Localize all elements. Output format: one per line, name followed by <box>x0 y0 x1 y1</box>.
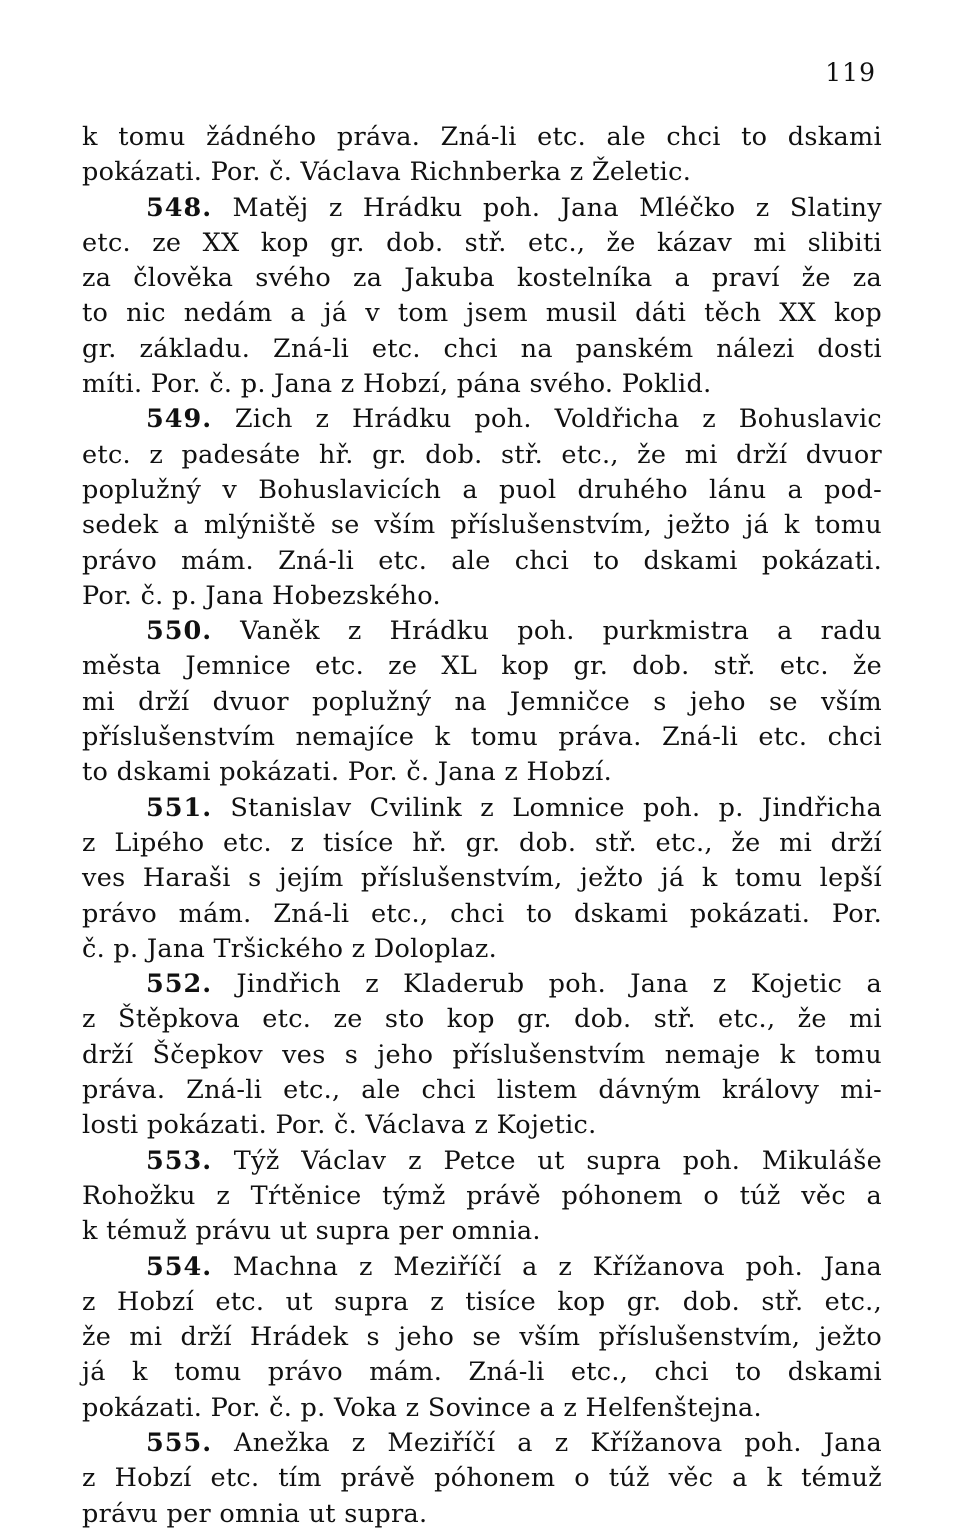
text-line <box>82 261 882 296</box>
line-text: Týž Václav z Petce ut supra poh. Mikuláše <box>212 1145 882 1176</box>
line-text: právo mám. Zná-li etc., chci to dskami pokázati. Por. <box>82 898 882 929</box>
line-text: Rohožku z Tŕtěnice týmž právě póhonem o túž věc a <box>82 1180 882 1211</box>
text-line <box>82 1179 882 1214</box>
text-line <box>82 367 882 402</box>
text-line <box>82 720 882 755</box>
line-text: gr. základu. Zná-li etc. chci na panském nálezi dosti <box>82 333 882 364</box>
line-text: Jindřich z Kladerub poh. Jana z Kojetic a <box>212 969 882 1000</box>
line-text: ves Haraši s jejím příslušenstvím, ježto já k tomu lepší <box>82 863 882 894</box>
line-text: Vaněk z Hrádku poh. purkmistra a radu <box>212 616 882 647</box>
entry-number: 548. <box>146 192 213 223</box>
line-text: města Jemnice etc. ze XL kop gr. dob. stř. etc. že <box>82 651 882 682</box>
line-text: příslušenstvím nemajíce k tomu práva. Zná-li etc. chci <box>82 722 882 753</box>
text-line <box>82 1355 882 1390</box>
text-line <box>82 1002 882 1037</box>
text-line <box>82 1461 882 1496</box>
entry-start-line <box>82 1426 882 1461</box>
text-line <box>82 544 882 579</box>
line-text: z Hobzí etc. ut supra z tisíce kop gr. dob. stř. etc., <box>82 1286 882 1317</box>
text-line <box>82 649 882 684</box>
line-text: že mi drží Hrádek s jeho se vším příslušenstvím, ježto <box>82 1322 882 1353</box>
line-text: právo mám. Zná-li etc. ale chci to dskami pokázati. <box>82 545 882 576</box>
line-text: Zich z Hrádku poh. Voldřicha z Bohuslavic <box>212 404 882 435</box>
entry-number: 555. <box>146 1427 213 1458</box>
entry-number: 550. <box>146 616 213 647</box>
page-number: 119 <box>825 58 876 87</box>
text-line <box>82 1108 882 1143</box>
text-line <box>82 579 882 614</box>
text-line <box>82 826 882 861</box>
entry-number: 554. <box>146 1251 213 1282</box>
line-text: pokázati. Por. č. Václava Richnberka z Želetic. <box>82 157 692 188</box>
text-line <box>82 1214 882 1249</box>
line-text: to nic nedám a já v tom jsem musil dáti těch XX kop <box>82 298 882 329</box>
text-line <box>82 226 882 261</box>
text-line <box>82 120 882 155</box>
entry-number: 551. <box>146 792 213 823</box>
entry-number: 549. <box>146 404 213 435</box>
line-text: č. p. Jana Tršického z Doloplaz. <box>82 933 497 964</box>
text-line <box>82 897 882 932</box>
text-line <box>82 473 882 508</box>
line-text: poplužný v Bohuslavicích a puol druhého lánu a pod- <box>82 474 882 505</box>
line-text: právu per omnia ut supra. <box>82 1498 428 1529</box>
entry-start-line <box>82 191 882 226</box>
body-text <box>82 120 882 1532</box>
line-text: drží Ščepkov ves s jeho příslušenstvím nemaje k tomu <box>82 1039 882 1070</box>
entry-number: 552. <box>146 969 213 1000</box>
entry-start-line <box>82 791 882 826</box>
line-text: etc. ze XX kop gr. dob. stř. etc., že kázav mi slibiti <box>82 227 882 258</box>
line-text: z Hobzí etc. tím právě póhonem o túž věc a k témuž <box>82 1463 882 1494</box>
entry-start-line <box>82 402 882 437</box>
line-text: z Lipého etc. z tisíce hř. gr. dob. stř. etc., že mi drží <box>82 827 882 858</box>
text-line <box>82 332 882 367</box>
line-text: sedek a mlýniště se vším příslušenstvím, ježto já k tomu <box>82 510 882 541</box>
entry-start-line <box>82 967 882 1002</box>
line-text: losti pokázati. Por. č. Václava z Kojetic. <box>82 1110 597 1141</box>
line-text: Machna z Meziříčí a z Křížanova poh. Jana <box>212 1251 882 1282</box>
text-line <box>82 1073 882 1108</box>
text-line <box>82 155 882 190</box>
text-line <box>82 508 882 543</box>
line-text: pokázati. Por. č. p. Voka z Sovince a z Helfenštejna. <box>82 1392 762 1423</box>
text-line <box>82 1391 882 1426</box>
line-text: mi drží dvuor poplužný na Jemničce s jeho se vším <box>82 686 882 717</box>
entry-number: 553. <box>146 1145 213 1176</box>
line-text: z Štěpkova etc. ze sto kop gr. dob. stř. etc., že mi <box>82 1004 882 1035</box>
text-line <box>82 861 882 896</box>
entry-start-line <box>82 1250 882 1285</box>
entry-start-line <box>82 1144 882 1179</box>
line-text: práva. Zná-li etc., ale chci listem dávným královy mi- <box>82 1075 882 1106</box>
entry-start-line <box>82 614 882 649</box>
line-text: Matěj z Hrádku poh. Jana Mléčko z Slatiny <box>212 192 882 223</box>
line-text: Anežka z Meziříčí a z Křížanova poh. Jana <box>212 1427 882 1458</box>
line-text: k tomu žádného práva. Zná-li etc. ale chci to dskami <box>82 122 882 152</box>
text-line <box>82 1497 882 1532</box>
line-text: já k tomu právo mám. Zná-li etc., chci to dskami <box>82 1357 882 1388</box>
text-line <box>82 1285 882 1320</box>
text-line <box>82 1320 882 1355</box>
line-text: to dskami pokázati. Por. č. Jana z Hobzí. <box>82 757 612 788</box>
line-text: za člověka svého za Jakuba kostelníka a praví že za <box>82 263 882 294</box>
text-line <box>82 932 882 967</box>
line-text: Por. č. p. Jana Hobezského. <box>82 580 441 611</box>
text-line <box>82 296 882 331</box>
line-text: Stanislav Cvilink z Lomnice poh. p. Jindřicha <box>212 792 882 823</box>
line-text: míti. Por. č. p. Jana z Hobzí, pána svého. Poklid. <box>82 369 712 400</box>
line-text: etc. z padesáte hř. gr. dob. stř. etc., že mi drží dvuor <box>82 439 882 470</box>
text-line <box>82 755 882 790</box>
line-text: k témuž právu ut supra per omnia. <box>82 1216 541 1247</box>
text-line <box>82 685 882 720</box>
text-line <box>82 438 882 473</box>
text-line <box>82 1038 882 1073</box>
